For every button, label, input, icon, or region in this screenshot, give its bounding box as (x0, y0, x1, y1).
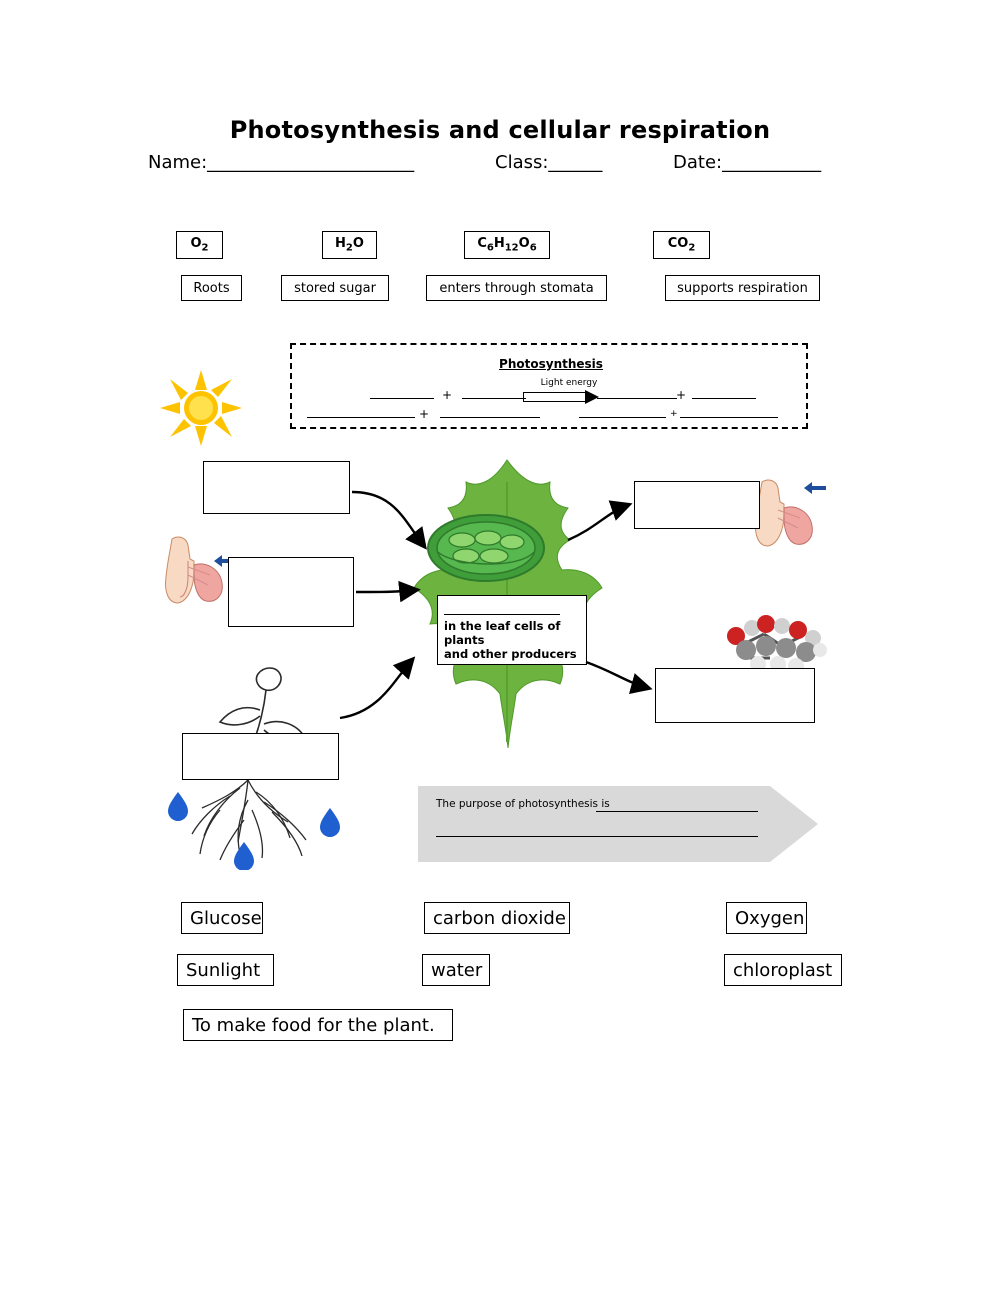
formula-card-o2[interactable] (176, 231, 223, 259)
sun-icon (158, 368, 244, 448)
formula-card-co2[interactable] (653, 231, 710, 259)
word-card-chloroplast-label: chloroplast (733, 959, 833, 981)
name-field[interactable] (148, 152, 414, 173)
desc-card-supports-respiration-label: supports respiration (677, 280, 808, 296)
desc-card-stored-sugar[interactable] (281, 275, 389, 301)
desc-card-stomata-label: enters through stomata (439, 280, 594, 296)
chloroplast-label-box[interactable] (437, 595, 587, 665)
chloroplast-label-blank[interactable] (444, 602, 560, 615)
name-label: Name: (148, 152, 208, 173)
carbon-dioxide-answer-box[interactable] (228, 557, 354, 627)
glucose-molecule-icon (720, 614, 830, 676)
equation-blank-3[interactable] (597, 398, 677, 399)
formula-card-h2o[interactable] (322, 231, 377, 259)
desc-card-supports-respiration[interactable] (665, 275, 820, 301)
equation-blank-1[interactable] (370, 398, 434, 399)
equation-blank-5[interactable] (307, 417, 415, 418)
date-field[interactable] (673, 152, 821, 173)
date-label: Date: (673, 152, 723, 173)
word-card-purpose-sentence[interactable] (183, 1009, 453, 1041)
desc-card-roots[interactable] (181, 275, 242, 301)
sunlight-answer-box[interactable] (203, 461, 350, 514)
purpose-banner[interactable] (418, 786, 818, 862)
formula-card-h2o-label: $H_2O$ (335, 236, 364, 254)
class-rule: ______ (548, 152, 603, 173)
equation-plus-3: + (419, 407, 430, 421)
word-card-water[interactable] (422, 954, 490, 986)
equation-plus-4: + (670, 409, 678, 419)
desc-card-roots-label: Roots (193, 280, 230, 296)
equation-plus-2: + (676, 388, 687, 402)
lungs-exhale-icon (748, 474, 832, 550)
word-card-oxygen-label: Oxygen (735, 907, 805, 929)
equation-panel-title: Photosynthesis (499, 357, 603, 371)
oxygen-answer-box[interactable] (634, 481, 760, 529)
photosynthesis-equation-panel (290, 343, 808, 429)
equation-blank-8[interactable] (680, 417, 778, 418)
chloroplast-label-line2: and other producers (444, 647, 577, 661)
class-field[interactable] (495, 152, 602, 173)
formula-card-co2-label: $CO_2$ (667, 236, 696, 254)
formula-card-o2-label: $O_2$ (190, 236, 209, 254)
word-card-glucose-label: Glucose (190, 907, 262, 929)
desc-card-stored-sugar-label: stored sugar (294, 280, 376, 296)
equation-blank-4[interactable] (692, 398, 756, 399)
purpose-prompt: The purpose of photosynthesis is (436, 798, 610, 810)
chloroplast-label-line1: in the leaf cells of plants (444, 619, 561, 647)
equation-plus-1: + (442, 388, 453, 402)
formula-card-glucose[interactable] (464, 231, 550, 259)
light-energy-label: Light energy (540, 378, 598, 388)
word-card-carbon-dioxide-label: carbon dioxide (433, 907, 566, 929)
formula-card-glucose-label: $C_6H_{12}O_6$ (477, 236, 537, 254)
purpose-answer-line-1[interactable] (596, 811, 758, 812)
word-card-water-label: water (431, 959, 483, 981)
glucose-answer-box[interactable] (655, 668, 815, 723)
equation-blank-2[interactable] (462, 398, 526, 399)
word-card-sunlight[interactable] (177, 954, 274, 986)
name-rule: _______________________ (207, 152, 415, 173)
word-card-glucose[interactable] (181, 902, 263, 934)
date-rule: ___________ (722, 152, 822, 173)
desc-card-stomata[interactable] (426, 275, 607, 301)
purpose-answer-line-2[interactable] (436, 836, 758, 837)
word-card-chloroplast[interactable] (724, 954, 842, 986)
page-title: Photosynthesis and cellular respiration (229, 116, 771, 144)
equation-blank-7[interactable] (579, 417, 666, 418)
class-label: Class: (495, 152, 549, 173)
word-card-carbon-dioxide[interactable] (424, 902, 570, 934)
word-card-purpose-sentence-label: To make food for the plant. (192, 1014, 435, 1036)
water-answer-box[interactable] (182, 733, 339, 780)
word-card-oxygen[interactable] (726, 902, 807, 934)
equation-blank-6[interactable] (440, 417, 540, 418)
word-card-sunlight-label: Sunlight (186, 959, 261, 981)
